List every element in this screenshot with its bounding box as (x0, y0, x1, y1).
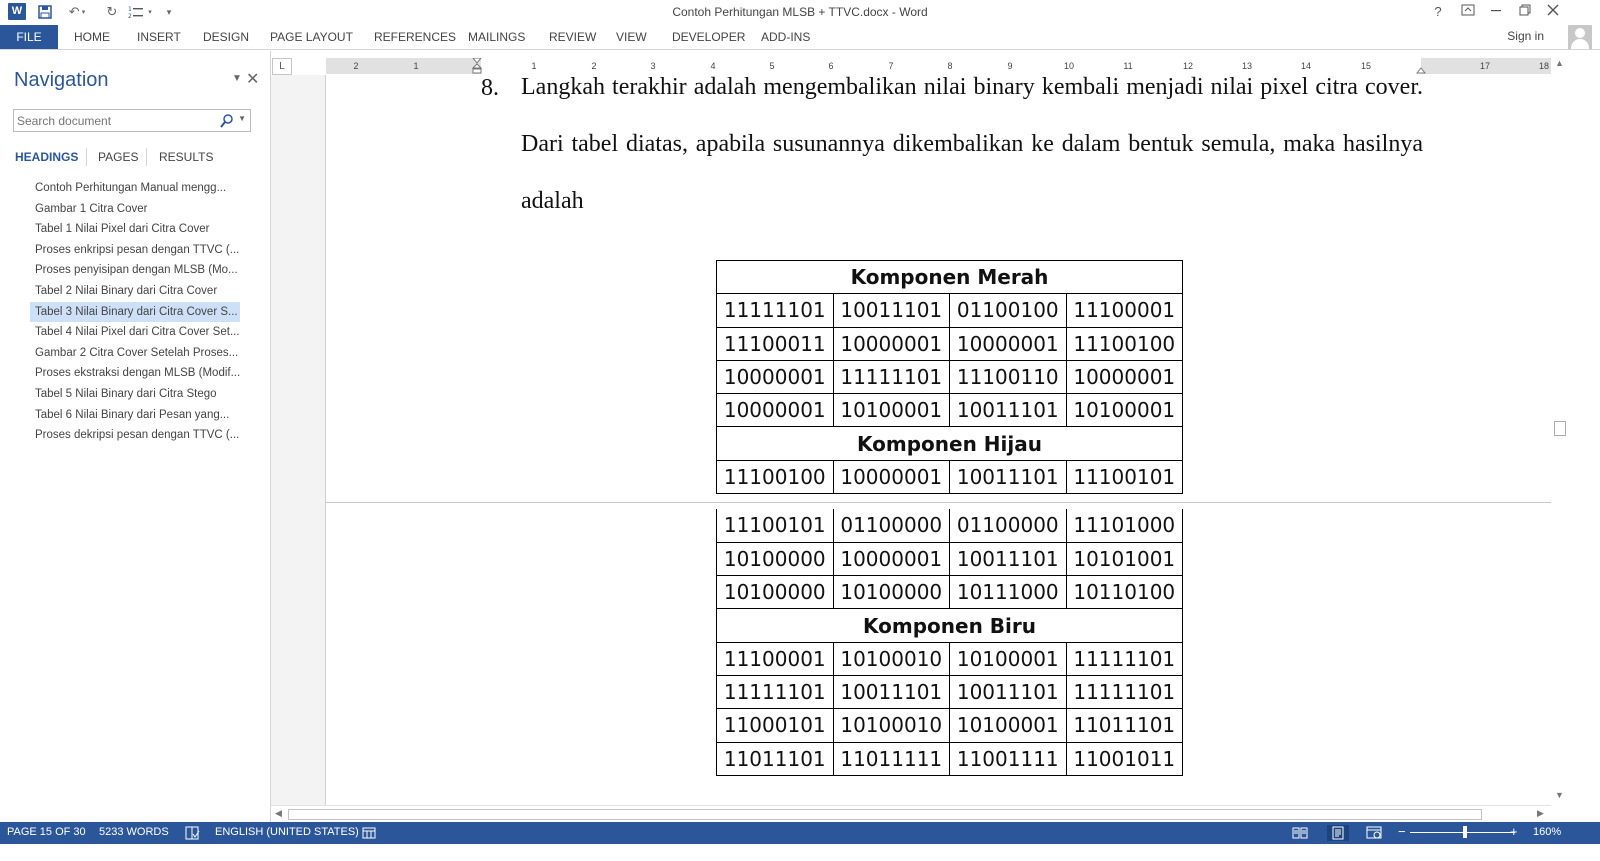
table-cell: 10110100 (1066, 576, 1183, 609)
close-pane-icon[interactable]: ✕ (246, 71, 260, 88)
table-cell: 10100010 (833, 642, 950, 675)
ribbon-tabs (0, 25, 1600, 50)
web-layout-icon[interactable] (1366, 825, 1382, 841)
table-cell: 10000001 (1066, 360, 1183, 393)
tab-headings[interactable]: HEADINGS (15, 150, 79, 164)
print-layout-icon[interactable] (1327, 825, 1349, 841)
heading-item[interactable]: Tabel 2 Nilai Binary dari Citra Cover (35, 284, 218, 297)
table-cell: 01100000 (833, 509, 950, 542)
search-icon[interactable] (220, 113, 234, 129)
heading-item[interactable]: Gambar 1 Citra Cover (35, 202, 148, 215)
ruler-label: 4 (710, 61, 716, 71)
undo-icon[interactable]: ↶ ▾ (68, 4, 86, 19)
table-row (717, 509, 1183, 542)
search-input[interactable] (17, 112, 217, 129)
ruler-label: 3 (650, 61, 656, 71)
ruler-label: 1 (413, 61, 419, 71)
horizontal-ruler[interactable] (326, 58, 1552, 74)
table-cell: 11100001 (717, 642, 834, 675)
table-row (717, 709, 1183, 742)
tab-view[interactable]: VIEW (616, 30, 647, 44)
table-cell: 11101000 (1066, 509, 1183, 542)
table-cell: 10111000 (950, 576, 1067, 609)
table-cell: 11111101 (717, 675, 834, 708)
close-button[interactable] (1540, 2, 1566, 22)
table-cell: 10000001 (833, 460, 950, 493)
binary-table-page-1 (716, 260, 1183, 494)
heading-item[interactable]: Tabel 1 Nilai Pixel dari Citra Cover (35, 223, 210, 236)
table-cell: 10100001 (1066, 394, 1183, 427)
scroll-up-icon[interactable]: ▲ (1555, 58, 1564, 68)
document-area[interactable] (271, 75, 1551, 805)
table-cell: 10011101 (833, 294, 950, 327)
ruler-label: 10 (1063, 61, 1075, 71)
table-cell: 11000101 (717, 709, 834, 742)
heading-item-selected[interactable]: Tabel 3 Nilai Binary dari Citra Cover S... (30, 302, 240, 323)
table-cell: 11111101 (833, 360, 950, 393)
svg-text:1: 1 (128, 6, 133, 13)
zoom-slider-thumb[interactable] (1463, 826, 1467, 838)
ruler-label: 2 (591, 61, 597, 71)
paragraph-text: Langkah terakhir adalah mengembalikan nilai binary kembali menjadi nilai pixel citra cover. Dari tabel diatas, apabila susunannya dikembalikan ke dalam bentuk semula, maka hasilnya adalah (521, 75, 1423, 214)
ruler-label: 2 (353, 61, 359, 71)
read-mode-icon[interactable] (1292, 825, 1308, 841)
window-title: Contoh Perhitungan MLSB + TTVC.docx - Word (672, 5, 928, 19)
table-cell: 10100000 (717, 542, 834, 575)
help-button[interactable]: ? (1434, 4, 1442, 19)
heading-item[interactable]: Tabel 6 Nilai Binary dari Pesan yang... (35, 408, 230, 421)
tab-add-ins[interactable]: ADD-INS (761, 30, 811, 44)
table-cell: 11111101 (1066, 642, 1183, 675)
page-break-divider (326, 502, 1551, 503)
table-cell: 01100100 (950, 294, 1067, 327)
numbering-icon[interactable]: 1 2 ▾ (128, 6, 152, 19)
table-cell: 10011101 (950, 394, 1067, 427)
heading-item[interactable]: Proses enkripsi pesan dengan TTVC (... (35, 243, 240, 256)
tab-insert[interactable]: INSERT (137, 30, 181, 44)
heading-item[interactable]: Proses penyisipan dengan MLSB (Mo... (35, 264, 238, 277)
scroll-left-icon[interactable]: ◀ (275, 808, 282, 818)
ruler-label: 13 (1241, 61, 1253, 71)
table-row (717, 394, 1183, 427)
tab-developer[interactable]: DEVELOPER (672, 30, 746, 44)
tab-references[interactable]: REFERENCES (374, 30, 457, 44)
redo-icon[interactable]: ↻ (106, 4, 118, 19)
table-cell: 11111101 (1066, 675, 1183, 708)
zoom-level[interactable]: 160% (1533, 826, 1562, 838)
table-cell: 11100101 (717, 509, 834, 542)
macro-record-icon[interactable] (361, 825, 377, 841)
table-cell: 11001111 (950, 742, 1067, 775)
ruler-label: 11 (1123, 61, 1133, 71)
page-indicator[interactable]: PAGE 15 OF 30 (7, 826, 86, 838)
ruler-label: 17 (1479, 61, 1491, 71)
table-header-hijau: Komponen Hijau (717, 427, 1183, 460)
tab-results[interactable]: RESULTS (159, 150, 214, 164)
vertical-scrollbar[interactable] (1551, 58, 1568, 805)
tab-file[interactable]: FILE (0, 25, 58, 49)
tab-mailings[interactable]: MAILINGS (468, 30, 526, 44)
restore-button[interactable] (1512, 2, 1538, 22)
heading-item[interactable]: Proses ekstraksi dengan MLSB (Modif... (35, 367, 240, 380)
sign-in-link[interactable]: Sign in (1507, 29, 1544, 43)
minimize-button[interactable] (1483, 2, 1509, 22)
binary-table-page-2 (716, 509, 1183, 776)
table-cell: 10100010 (833, 709, 950, 742)
tab-review[interactable]: REVIEW (549, 30, 597, 44)
table-header-biru: Komponen Biru (717, 609, 1183, 642)
heading-list (30, 178, 240, 446)
vertical-scroll-thumb[interactable] (1554, 421, 1566, 436)
ruler-label: 1 (531, 61, 537, 71)
tab-selector[interactable]: L (272, 58, 292, 75)
list-number: 8. (481, 75, 499, 101)
search-box[interactable] (13, 109, 251, 132)
table-cell: 10000001 (717, 394, 834, 427)
avatar[interactable] (1568, 25, 1592, 49)
table-row (717, 742, 1183, 775)
customize-qat-icon[interactable]: ▾ (166, 6, 172, 17)
table-cell: 11100011 (717, 327, 834, 360)
navigation-pane (0, 51, 271, 835)
ruler-label: 5 (769, 61, 775, 71)
table-cell: 11100110 (950, 360, 1067, 393)
scroll-down-icon[interactable]: ▼ (1555, 790, 1564, 800)
table-cell: 01100000 (950, 509, 1067, 542)
table-row (717, 675, 1183, 708)
tab-page-layout[interactable]: PAGE LAYOUT (270, 30, 353, 44)
status-bar (0, 822, 1600, 844)
table-cell: 10000001 (833, 327, 950, 360)
ruler-label: 14 (1300, 61, 1312, 71)
divider (146, 148, 147, 166)
table-cell: 10100001 (950, 642, 1067, 675)
table-cell: 10100000 (717, 576, 834, 609)
title-bar (0, 0, 1600, 25)
table-cell: 10011101 (833, 675, 950, 708)
svg-text:2: 2 (128, 13, 133, 19)
scroll-right-icon[interactable]: ▶ (1537, 808, 1544, 818)
language-indicator[interactable]: ENGLISH (UNITED STATES) (215, 826, 359, 838)
divider (86, 148, 87, 166)
ruler-label: 7 (888, 61, 894, 71)
table-header-merah: Komponen Merah (717, 261, 1183, 294)
word-logo-icon[interactable]: W (8, 3, 26, 20)
table-row (717, 642, 1183, 675)
table-cell: 11011101 (1066, 709, 1183, 742)
page-gutter (271, 75, 326, 805)
tab-home[interactable]: HOME (74, 30, 110, 44)
heading-item[interactable]: Proses dekripsi pesan dengan TTVC (... (35, 429, 240, 442)
table-cell: 10011101 (950, 460, 1067, 493)
table-cell: 11100001 (1066, 294, 1183, 327)
task-pane-options-icon[interactable]: ▼ (232, 73, 242, 84)
horizontal-scrollbar[interactable] (271, 805, 1551, 822)
table-row (717, 542, 1183, 575)
table-cell: 10000001 (717, 360, 834, 393)
ruler-label: 9 (1007, 61, 1013, 71)
table-row (717, 360, 1183, 393)
ruler-label: 15 (1360, 61, 1372, 71)
table-row (717, 327, 1183, 360)
heading-item[interactable]: Gambar 2 Citra Cover Setelah Proses... (35, 346, 239, 359)
tab-pages[interactable]: PAGES (98, 150, 139, 164)
ribbon-display-options-icon[interactable] (1455, 2, 1481, 22)
table-cell: 11100100 (1066, 327, 1183, 360)
search-options-icon[interactable]: ▼ (238, 114, 246, 123)
table-cell: 10000001 (833, 542, 950, 575)
table-row (717, 460, 1183, 493)
heading-item[interactable]: Contoh Perhitungan Manual mengg... (35, 182, 227, 194)
table-row (717, 294, 1183, 327)
navigation-title: Navigation (14, 69, 109, 91)
table-cell: 11100101 (1066, 460, 1183, 493)
table-cell: 10100000 (833, 576, 950, 609)
tab-design[interactable]: DESIGN (203, 30, 250, 44)
table-row (717, 576, 1183, 609)
right-indent-marker-icon[interactable] (1415, 64, 1427, 74)
horizontal-scroll-thumb[interactable] (288, 809, 1482, 820)
ruler-label: 6 (828, 61, 834, 71)
table-cell: 10011101 (950, 675, 1067, 708)
heading-item[interactable]: Tabel 5 Nilai Binary dari Citra Stego (35, 387, 217, 400)
table-cell: 11011111 (833, 742, 950, 775)
table-cell: 10100001 (950, 709, 1067, 742)
table-cell: 11001011 (1066, 742, 1183, 775)
taskbar-strip (0, 844, 1600, 861)
indent-marker-icon[interactable] (471, 58, 483, 74)
table-cell: 10011101 (950, 542, 1067, 575)
word-count[interactable]: 5233 WORDS (99, 826, 169, 838)
table-cell: 11011101 (717, 742, 834, 775)
proofing-icon[interactable] (184, 825, 200, 841)
zoom-out-button[interactable]: − (1398, 824, 1406, 839)
table-cell: 10000001 (950, 327, 1067, 360)
zoom-in-button[interactable]: + (1510, 824, 1518, 839)
heading-item[interactable]: Tabel 4 Nilai Pixel dari Citra Cover Set... (35, 326, 240, 339)
table-cell: 10101001 (1066, 542, 1183, 575)
ruler-label: 18 (1538, 61, 1550, 71)
table-cell: 11100100 (717, 460, 834, 493)
table-cell: 11111101 (717, 294, 834, 327)
table-cell: 10100001 (833, 394, 950, 427)
ruler-label: 8 (947, 61, 953, 71)
ruler-label: 12 (1182, 61, 1194, 71)
